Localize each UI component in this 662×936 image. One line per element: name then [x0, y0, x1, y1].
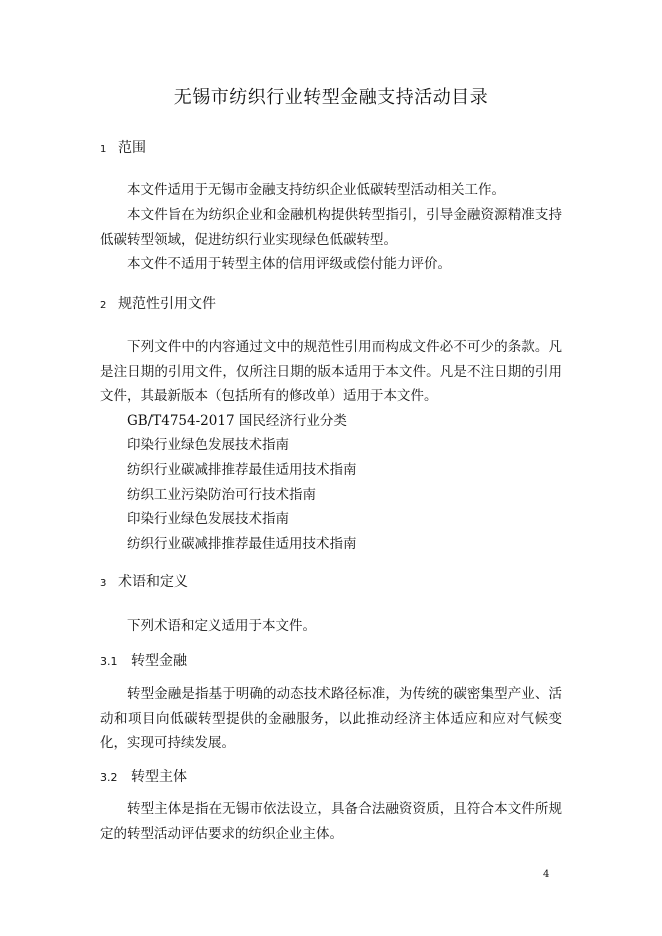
terms-intro: 下列术语和定义适用于本文件。: [127, 618, 316, 634]
reference-document: 纺织工业污染防治可行技术指南: [127, 487, 316, 503]
scope-paragraph-3: 本文件不适用于转型主体的信用评级或偿付能力评价。: [127, 256, 451, 272]
section-3-number: 3: [100, 578, 107, 589]
section-2-number: 2: [100, 300, 107, 311]
subsection-3-1-heading: [100, 651, 187, 672]
references-intro: 下列文件中的内容通过文中的规范性引用而构成文件必不可少的条款。凡是注日期的引用文件，仅所注日期的版本适用于本文件。凡是不注日期的引用文件，其最新版本（包括所有的修改单）适用于本文件。: [100, 339, 562, 404]
reference-document: 纺织行业碳减排推荐最佳适用技术指南: [127, 536, 357, 552]
section-1-number: 1: [100, 144, 107, 155]
page-number: 4: [543, 869, 550, 880]
section-3-heading: [100, 572, 188, 594]
section-1-heading: [100, 138, 146, 160]
document-title: 无锡市纺织行业转型金融支持活动目录: [173, 87, 489, 108]
reference-document: 纺织行业碳减排推荐最佳适用技术指南: [127, 462, 357, 478]
section-2-title: 规范性引用文件: [118, 296, 216, 312]
term-definition: 转型金融是指基于明确的动态技术路径标准，为传统的碳密集型产业、活动和项目向低碳转型提供的金融服务，以此推动经济主体适应和应对气候变化，实现可持续发展。: [100, 686, 562, 751]
subsection-3-2-title: 转型主体: [131, 769, 187, 785]
reference-document: 印染行业绿色发展技术指南: [127, 511, 289, 527]
section-2-heading: [100, 294, 216, 316]
reference-document: GB/T4754-2017 国民经济行业分类: [127, 413, 347, 429]
reference-document: 印染行业绿色发展技术指南: [127, 437, 289, 453]
subsection-3-2-heading: [100, 767, 187, 788]
scope-paragraph-2: 本文件旨在为纺织企业和金融机构提供转型指引，引导金融资源精准支持低碳转型领域，促进纺织行业实现绿色低碳转型。: [100, 207, 562, 248]
section-3-title: 术语和定义: [118, 574, 188, 590]
scope-paragraph-1: 本文件适用于无锡市金融支持纺织企业低碳转型活动相关工作。: [127, 182, 505, 198]
subsection-3-1-number: 3.1: [100, 655, 118, 668]
subsection-3-1-title: 转型金融: [131, 653, 187, 669]
term-definition: 转型主体是指在无锡市依法设立，具备合法融资资质，且符合本文件所规定的转型活动评估要求的纺织企业主体。: [100, 801, 562, 842]
subsection-3-2-number: 3.2: [100, 771, 118, 784]
section-1-title: 范围: [118, 140, 146, 156]
